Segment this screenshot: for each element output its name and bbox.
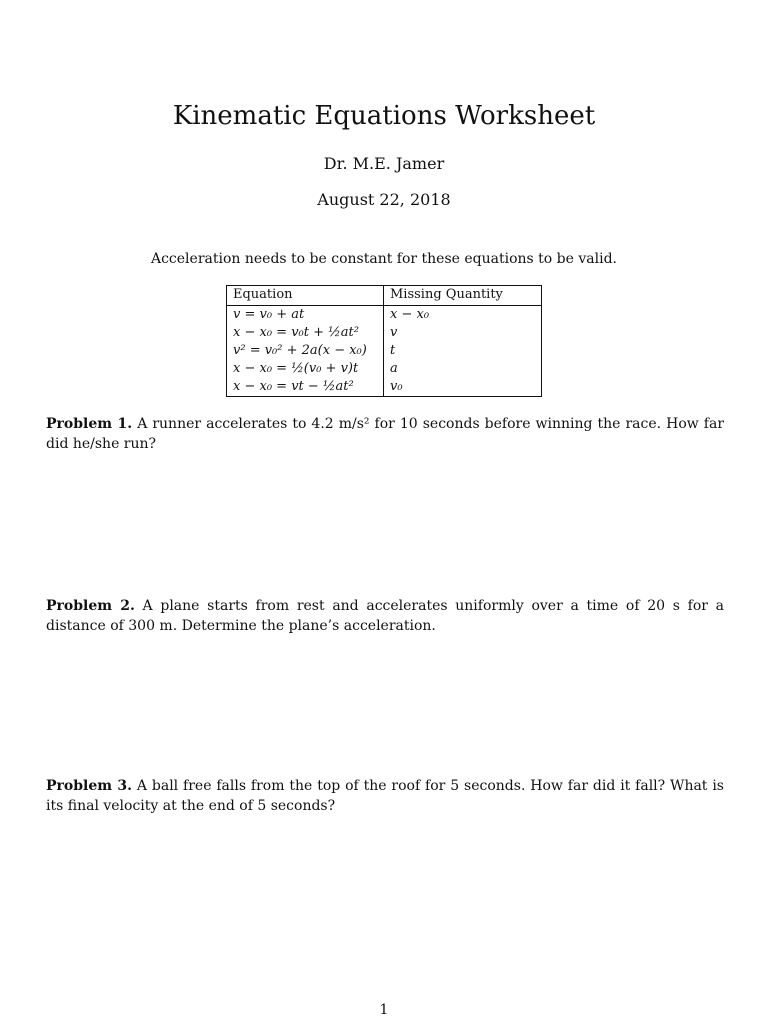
document-title: Kinematic Equations Worksheet [172,101,596,131]
problem-3 [46,776,724,816]
missing-quantity-column-header: Missing Quantity [384,286,542,306]
missing-quantity-cell: a [384,360,542,378]
equation-cell: x − x₀ = v₀t + ½at² [227,324,384,342]
problem-3-text: A ball free falls from the top of the roof for 5 seconds. How far did it fall? What is its final velocity at the end of 5 seconds? [46,778,724,814]
problem-3-label: Problem 3. [46,778,132,794]
document-author: Dr. M.E. Jamer [323,154,445,173]
problem-1 [46,414,724,454]
table-row [227,306,542,325]
equation-cell: x − x₀ = vt − ½at² [227,378,384,397]
problem-1-text: A runner accelerates to 4.2 m/s² for 10 seconds before winning the race. How far did he/she run? [46,416,725,452]
problem-2-text: A plane starts from rest and accelerates uniformly over a time of 20 s for a distance of 300 m. Determine the plane’s acceleration. [46,598,725,634]
table-row [227,324,542,342]
document-date: August 22, 2018 [317,190,451,209]
missing-quantity-cell: t [384,342,542,360]
missing-quantity-cell: x − x₀ [384,306,542,325]
equation-cell: v = v₀ + at [227,306,384,325]
table-header-row [227,286,542,306]
missing-quantity-cell: v [384,324,542,342]
table-row [227,342,542,360]
problem-2 [46,596,724,636]
table-row [227,378,542,397]
equation-column-header: Equation [227,286,384,306]
problem-2-label: Problem 2. [46,598,135,614]
validity-note: Acceleration needs to be constant for these equations to be valid. [150,251,618,267]
page-number: 1 [379,1002,389,1018]
equation-cell: v² = v₀² + 2a(x − x₀) [227,342,384,360]
equation-cell: x − x₀ = ½(v₀ + v)t [227,360,384,378]
table-row [227,360,542,378]
kinematic-equations-table [226,285,542,397]
problem-1-label: Problem 1. [46,416,133,432]
missing-quantity-cell: v₀ [384,378,542,397]
